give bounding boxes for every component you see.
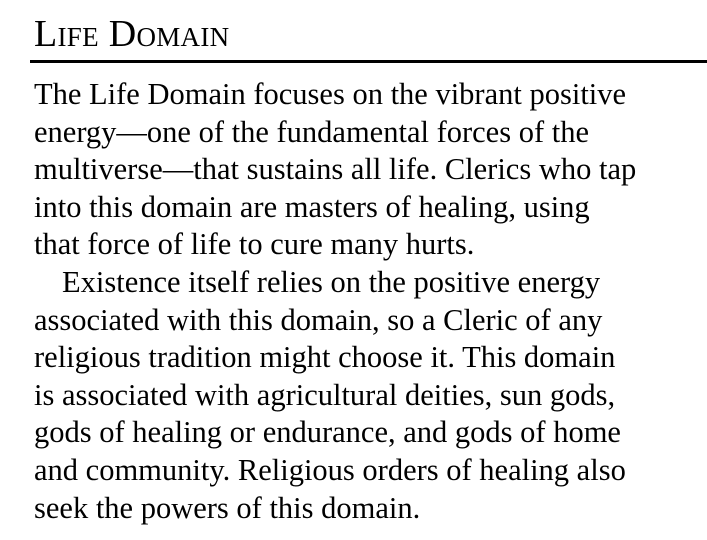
paragraph-line: associated with this domain, so a Cleric of any — [34, 302, 603, 337]
paragraph-line: and community. Religious orders of healing also — [34, 452, 626, 487]
paragraph-line: seek the powers of this domain. — [34, 490, 421, 525]
section-body — [34, 76, 707, 527]
paragraph-line: The Life Domain focuses on the vibrant positive — [34, 77, 627, 111]
section-heading: Life Domain — [34, 13, 230, 55]
paragraph-line: multiverse—that sustains all life. Clerics who tap — [34, 152, 637, 187]
paragraph-line: is associated with agricultural deities, sun gods, — [34, 377, 616, 412]
heading-rule — [30, 60, 707, 63]
paragraph-line: gods of healing or endurance, and gods of home — [34, 415, 621, 450]
paragraph-1 — [34, 76, 707, 264]
paragraph-line: into this domain are masters of healing, using — [34, 189, 590, 224]
paragraph-2 — [34, 264, 707, 527]
paragraph-line: energy—one of the fundamental forces of the — [34, 114, 590, 149]
paragraph-line: that force of life to cure many hurts. — [34, 227, 475, 262]
paragraph-line: Existence itself relies on the positive energy — [62, 264, 601, 299]
paragraph-line: religious tradition might choose it. This domain — [34, 340, 616, 375]
